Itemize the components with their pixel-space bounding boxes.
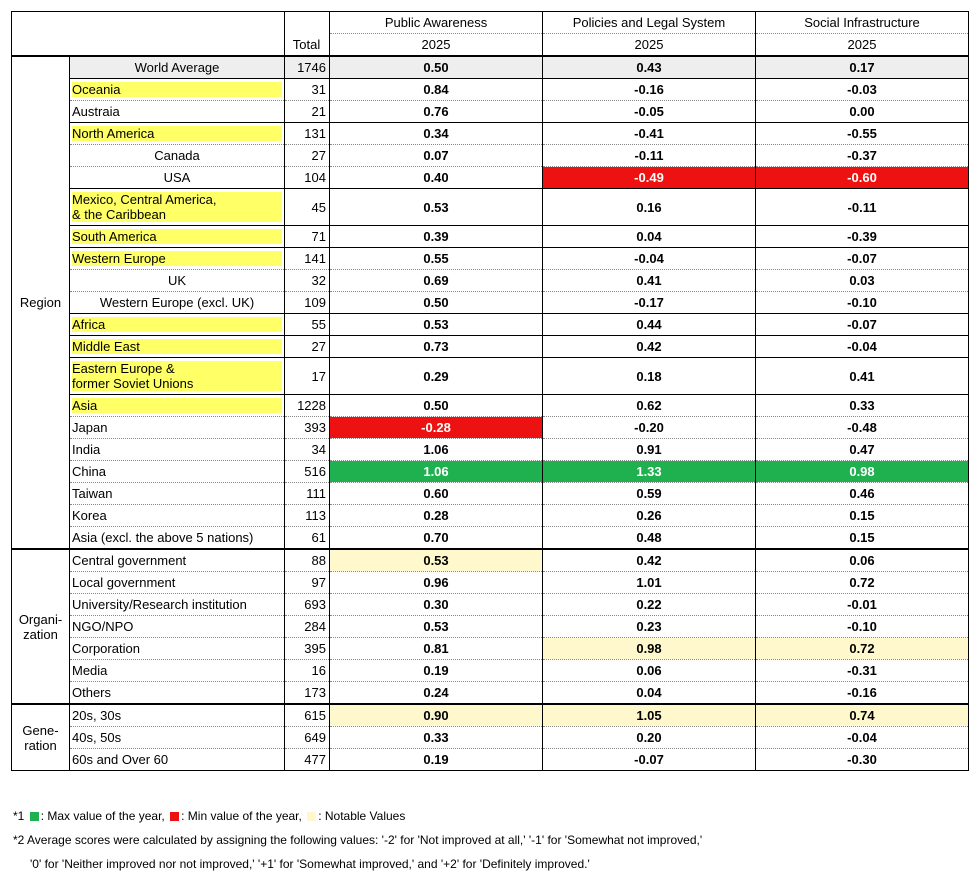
row-label-text: Asia (excl. the above 5 nations) [72, 530, 254, 545]
row-value-0: 0.50 [330, 56, 543, 79]
table-row [12, 439, 969, 461]
row-label [70, 616, 285, 638]
row-total: 71 [285, 226, 330, 248]
row-value-0: 0.53 [330, 189, 543, 226]
table-row [12, 167, 969, 189]
row-value-1: 0.41 [543, 270, 756, 292]
footnote-2-line2: '0' for 'Neither improved nor not improved,' '+1' for 'Somewhat improved,' and '+2' for 'Definitely improved.' [30, 857, 590, 871]
table-row [12, 336, 969, 358]
row-label [70, 145, 285, 167]
row-value-1: 0.42 [543, 336, 756, 358]
row-label [70, 79, 285, 101]
row-total: 141 [285, 248, 330, 270]
table-row [12, 56, 969, 79]
row-total: 55 [285, 314, 330, 336]
header-year-1: 2025 [543, 34, 756, 57]
table-row [12, 660, 969, 682]
row-value-1: 0.04 [543, 226, 756, 248]
row-value-1: 0.22 [543, 594, 756, 616]
row-label-text: Asia [72, 398, 282, 413]
row-value-1: 0.48 [543, 527, 756, 550]
table-row [12, 638, 969, 660]
row-label-text: Canada [154, 148, 200, 163]
row-total: 1746 [285, 56, 330, 79]
row-value-2: -0.48 [756, 417, 969, 439]
row-total: 615 [285, 704, 330, 727]
row-value-0: 0.70 [330, 527, 543, 550]
row-total: 104 [285, 167, 330, 189]
row-label [70, 226, 285, 248]
row-label-text: Africa [72, 317, 282, 332]
row-value-1: 0.04 [543, 682, 756, 705]
row-value-1: 0.43 [543, 56, 756, 79]
row-label-text: NGO/NPO [72, 619, 134, 634]
row-label [70, 167, 285, 189]
row-value-1: 1.01 [543, 572, 756, 594]
row-value-2: -0.10 [756, 616, 969, 638]
footnote-2-mark: *2 [13, 833, 25, 847]
row-total: 131 [285, 123, 330, 145]
row-value-2: -0.04 [756, 336, 969, 358]
table-row [12, 358, 969, 395]
row-value-0: 0.90 [330, 704, 543, 727]
row-value-2: 0.06 [756, 549, 969, 572]
row-label-text: Taiwan [72, 486, 113, 501]
row-label [70, 660, 285, 682]
row-value-0: 1.06 [330, 439, 543, 461]
row-value-1: 0.44 [543, 314, 756, 336]
row-total: 516 [285, 461, 330, 483]
row-total: 395 [285, 638, 330, 660]
row-total: 649 [285, 727, 330, 749]
row-label-text: Others [72, 685, 112, 700]
row-label [70, 549, 285, 572]
table-row [12, 483, 969, 505]
row-label-text: Media [72, 663, 108, 678]
row-total: 16 [285, 660, 330, 682]
row-value-2: 0.03 [756, 270, 969, 292]
row-value-1: -0.11 [543, 145, 756, 167]
row-label [70, 572, 285, 594]
row-total: 88 [285, 549, 330, 572]
row-label [70, 483, 285, 505]
row-label [70, 638, 285, 660]
table-row [12, 79, 969, 101]
row-value-0: 1.06 [330, 461, 543, 483]
row-value-0: 0.33 [330, 727, 543, 749]
row-value-2: 0.72 [756, 638, 969, 660]
row-label [70, 248, 285, 270]
row-total: 284 [285, 616, 330, 638]
row-value-2: 0.15 [756, 527, 969, 550]
row-value-0: 0.39 [330, 226, 543, 248]
footnote-1 [13, 804, 702, 828]
row-value-2: 0.98 [756, 461, 969, 483]
row-value-0: -0.28 [330, 417, 543, 439]
group-generation: Gene- ration [12, 704, 70, 771]
header-corner [12, 12, 285, 57]
row-label-text: South America [72, 229, 282, 244]
pale-yellow-square-icon [307, 812, 316, 821]
row-total: 17 [285, 358, 330, 395]
row-value-2: 0.74 [756, 704, 969, 727]
row-value-0: 0.53 [330, 549, 543, 572]
row-value-2: -0.37 [756, 145, 969, 167]
row-label-text: 20s, 30s [72, 708, 122, 723]
table-row [12, 189, 969, 226]
green-square-icon [30, 812, 39, 821]
row-value-0: 0.19 [330, 749, 543, 771]
row-value-0: 0.73 [330, 336, 543, 358]
row-label-text: China [72, 464, 106, 479]
row-label [70, 189, 285, 226]
row-value-0: 0.96 [330, 572, 543, 594]
row-value-2: 0.46 [756, 483, 969, 505]
table-row [12, 616, 969, 638]
row-value-2: 0.15 [756, 505, 969, 527]
row-value-2: 0.17 [756, 56, 969, 79]
row-value-0: 0.84 [330, 79, 543, 101]
row-value-1: -0.49 [543, 167, 756, 189]
row-label-text: UK [167, 273, 187, 288]
header-year-0: 2025 [330, 34, 543, 57]
row-label [70, 358, 285, 395]
table-row [12, 572, 969, 594]
footnote-notable-text: : Notable Values [318, 809, 406, 823]
row-label [70, 704, 285, 727]
table-row [12, 248, 969, 270]
row-label [70, 461, 285, 483]
row-label-text: Central government [72, 553, 187, 568]
row-value-1: -0.20 [543, 417, 756, 439]
row-value-2: -0.30 [756, 749, 969, 771]
row-value-2: -0.11 [756, 189, 969, 226]
row-value-0: 0.28 [330, 505, 543, 527]
row-label-text: Corporation [72, 641, 140, 656]
row-label-text: Western Europe (excl. UK) [99, 295, 255, 310]
results-table [11, 11, 969, 771]
row-total: 1228 [285, 395, 330, 417]
row-value-1: 1.05 [543, 704, 756, 727]
row-value-2: -0.39 [756, 226, 969, 248]
row-total: 111 [285, 483, 330, 505]
row-value-2: -0.55 [756, 123, 969, 145]
row-value-0: 0.69 [330, 270, 543, 292]
row-label-text: 40s, 50s [72, 730, 122, 745]
row-value-0: 0.81 [330, 638, 543, 660]
row-value-1: 0.42 [543, 549, 756, 572]
footnote-2 [13, 828, 702, 852]
row-value-2: -0.01 [756, 594, 969, 616]
row-value-2: -0.60 [756, 167, 969, 189]
row-total: 34 [285, 439, 330, 461]
row-value-1: -0.16 [543, 79, 756, 101]
row-label [70, 314, 285, 336]
row-label-text: 60s and Over 60 [72, 752, 169, 767]
header-column-0: Public Awareness [330, 12, 543, 34]
row-value-2: 0.33 [756, 395, 969, 417]
row-total: 45 [285, 189, 330, 226]
row-total: 31 [285, 79, 330, 101]
row-value-2: -0.16 [756, 682, 969, 705]
row-value-1: 0.26 [543, 505, 756, 527]
header-year-2: 2025 [756, 34, 969, 57]
row-value-2: -0.31 [756, 660, 969, 682]
row-value-0: 0.55 [330, 248, 543, 270]
row-label-text: North America [72, 126, 282, 141]
table-row [12, 594, 969, 616]
row-label-text: University/Research institution [72, 597, 247, 612]
table-row [12, 727, 969, 749]
row-total: 97 [285, 572, 330, 594]
row-total: 21 [285, 101, 330, 123]
table-row [12, 395, 969, 417]
row-value-1: 0.98 [543, 638, 756, 660]
table-row [12, 292, 969, 314]
row-value-2: 0.47 [756, 439, 969, 461]
row-label [70, 336, 285, 358]
row-value-1: 1.33 [543, 461, 756, 483]
row-label [70, 395, 285, 417]
row-total: 693 [285, 594, 330, 616]
row-label-text: Japan [72, 420, 108, 435]
row-value-0: 0.50 [330, 292, 543, 314]
row-total: 32 [285, 270, 330, 292]
group-organization: Organi- zation [12, 549, 70, 704]
group-region: Region [12, 56, 70, 549]
row-label [70, 527, 285, 550]
row-value-2: -0.04 [756, 727, 969, 749]
table-row [12, 145, 969, 167]
row-label-text: Middle East [72, 339, 282, 354]
row-total: 109 [285, 292, 330, 314]
row-value-1: -0.05 [543, 101, 756, 123]
row-value-1: 0.59 [543, 483, 756, 505]
row-value-0: 0.07 [330, 145, 543, 167]
footnote-max-text: : Max value of the year, [40, 809, 165, 823]
footnote-2-cont [13, 852, 702, 876]
row-value-1: -0.41 [543, 123, 756, 145]
footnote-2-line1: Average scores were calculated by assigning the following values: '-2' for 'Not improved at all,' '-1' for 'Somewhat not improved,' [27, 833, 703, 847]
row-value-2: 0.00 [756, 101, 969, 123]
row-label [70, 101, 285, 123]
table-row [12, 549, 969, 572]
row-label [70, 292, 285, 314]
table-row [12, 101, 969, 123]
footnote-1-mark: *1 [13, 809, 25, 823]
row-value-1: 0.16 [543, 189, 756, 226]
table-row [12, 682, 969, 705]
header-column-2: Social Infrastructure [756, 12, 969, 34]
table-row [12, 226, 969, 248]
row-value-1: 0.91 [543, 439, 756, 461]
table-row [12, 527, 969, 550]
row-value-1: 0.06 [543, 660, 756, 682]
footnote-min-text: : Min value of the year, [181, 809, 302, 823]
footnotes [13, 804, 702, 876]
table-row [12, 417, 969, 439]
row-value-0: 0.60 [330, 483, 543, 505]
row-value-0: 0.30 [330, 594, 543, 616]
row-value-1: -0.07 [543, 749, 756, 771]
row-value-1: 0.62 [543, 395, 756, 417]
row-value-1: 0.20 [543, 727, 756, 749]
row-label [70, 439, 285, 461]
row-value-0: 0.29 [330, 358, 543, 395]
row-value-0: 0.19 [330, 660, 543, 682]
row-label [70, 417, 285, 439]
header-column-1: Policies and Legal System [543, 12, 756, 34]
table-row [12, 505, 969, 527]
row-label [70, 270, 285, 292]
row-label-text: USA [163, 170, 191, 185]
row-label [70, 749, 285, 771]
row-value-0: 0.34 [330, 123, 543, 145]
row-total: 477 [285, 749, 330, 771]
row-label-text: Western Europe [72, 251, 282, 266]
row-total: 27 [285, 145, 330, 167]
row-total: 27 [285, 336, 330, 358]
row-label-text: Mexico, Central America, & the Caribbean [72, 192, 282, 222]
row-label [70, 56, 285, 79]
row-value-0: 0.76 [330, 101, 543, 123]
row-value-0: 0.40 [330, 167, 543, 189]
row-value-1: 0.18 [543, 358, 756, 395]
row-value-1: -0.17 [543, 292, 756, 314]
header-total: Total [285, 34, 330, 57]
row-label [70, 727, 285, 749]
row-value-2: -0.03 [756, 79, 969, 101]
table-row [12, 704, 969, 727]
row-label-text: Austraia [72, 104, 120, 119]
row-value-0: 0.53 [330, 314, 543, 336]
red-square-icon [170, 812, 179, 821]
header-total-spacer [285, 12, 330, 34]
row-value-0: 0.24 [330, 682, 543, 705]
row-label [70, 682, 285, 705]
table-row [12, 749, 969, 771]
row-total: 61 [285, 527, 330, 550]
row-label-text: India [72, 442, 101, 457]
row-label-text: Eastern Europe & former Soviet Unions [72, 361, 282, 391]
row-label-text: Oceania [72, 82, 282, 97]
row-label [70, 594, 285, 616]
row-value-2: -0.10 [756, 292, 969, 314]
row-total: 113 [285, 505, 330, 527]
row-value-2: 0.72 [756, 572, 969, 594]
row-value-0: 0.53 [330, 616, 543, 638]
row-value-1: 0.23 [543, 616, 756, 638]
row-label [70, 123, 285, 145]
row-total: 173 [285, 682, 330, 705]
table-row [12, 123, 969, 145]
row-value-2: 0.41 [756, 358, 969, 395]
table-row [12, 314, 969, 336]
table-row [12, 461, 969, 483]
row-value-2: -0.07 [756, 314, 969, 336]
row-label [70, 505, 285, 527]
row-value-2: -0.07 [756, 248, 969, 270]
row-total: 393 [285, 417, 330, 439]
row-value-1: -0.04 [543, 248, 756, 270]
row-label-text: Local government [72, 575, 176, 590]
row-label-text: Korea [72, 508, 107, 523]
row-value-0: 0.50 [330, 395, 543, 417]
table-row [12, 270, 969, 292]
row-label-text: World Average [134, 60, 220, 75]
